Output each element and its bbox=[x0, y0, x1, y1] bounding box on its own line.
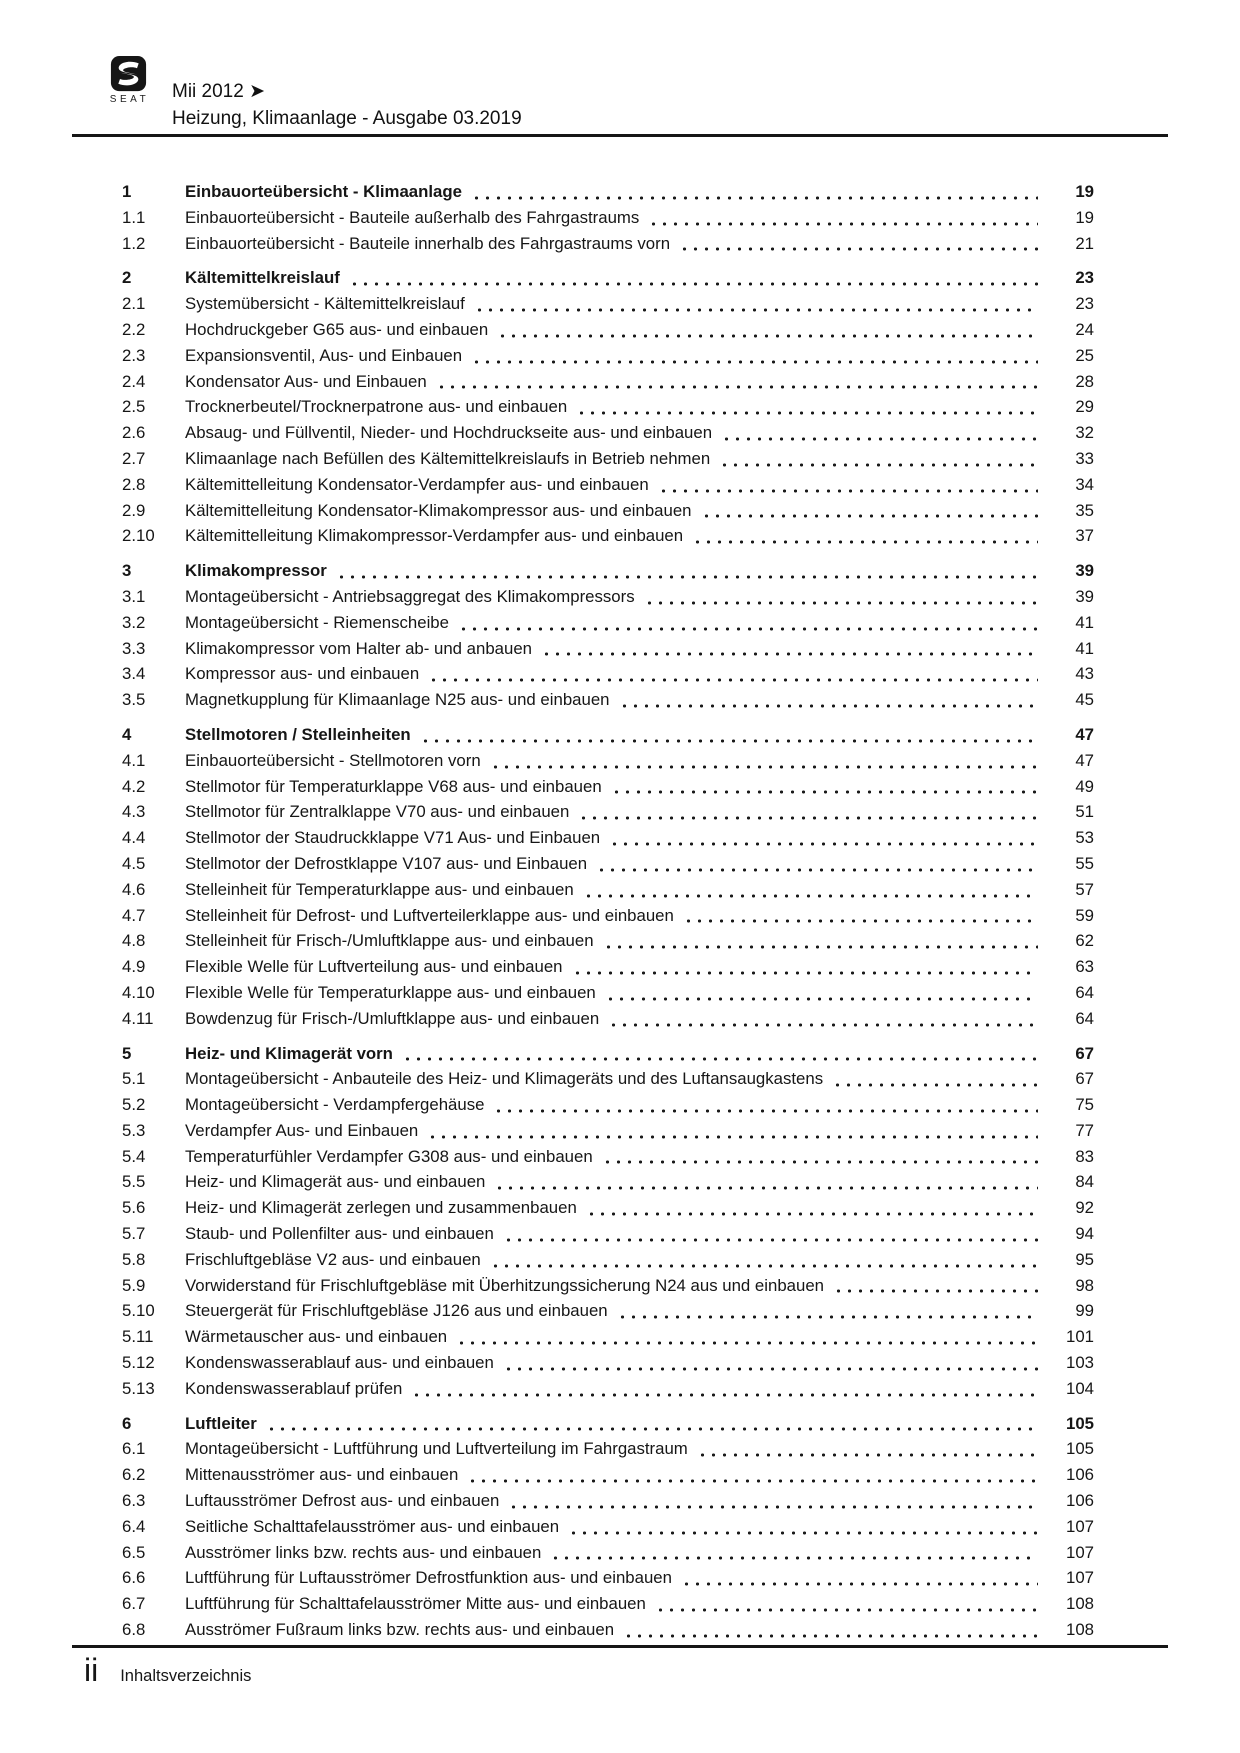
toc-entry-number: 1 bbox=[122, 182, 132, 201]
toc-entry-number: 6.3 bbox=[122, 1491, 146, 1511]
toc-entry-title: Einbauorteübersicht - Klimaanlage bbox=[185, 182, 462, 201]
toc-entry-title: Ausströmer Fußraum links bzw. rechts aus- und einbauen bbox=[185, 1620, 615, 1640]
dot-leader bbox=[503, 1367, 1038, 1371]
toc-entry-number: 5.13 bbox=[122, 1378, 155, 1398]
toc-row bbox=[122, 851, 1094, 877]
toc-entry-number: 1.1 bbox=[122, 207, 146, 227]
toc-row bbox=[122, 1144, 1094, 1170]
toc-entry-title: Luftführung für Luftausströmer Defrostfunktion aus- und einbauen bbox=[185, 1568, 672, 1588]
dot-leader bbox=[623, 1634, 1038, 1638]
toc-row bbox=[122, 472, 1094, 498]
dot-leader bbox=[719, 463, 1038, 467]
toc-row bbox=[122, 1092, 1094, 1118]
toc-entry-page: 41 bbox=[1075, 612, 1094, 632]
toc-entry-page: 105 bbox=[1066, 1439, 1094, 1459]
toc-row bbox=[122, 343, 1094, 369]
toc-entry-title: Heiz- und Klimagerät zerlegen und zusammenbauen bbox=[185, 1198, 577, 1218]
dot-leader bbox=[568, 1531, 1038, 1535]
toc-entry-title: Vorwiderstand für Frischluftgebläse mit Überhitzungssicherung N24 aus und einbauen bbox=[185, 1275, 824, 1295]
dot-leader bbox=[467, 1479, 1038, 1483]
dot-leader bbox=[497, 334, 1038, 338]
toc-row bbox=[122, 903, 1094, 929]
toc-entry-title: Einbauorteübersicht - Stellmotoren vorn bbox=[185, 750, 481, 770]
toc-entry-title: Stellmotoren / Stelleinheiten bbox=[185, 724, 411, 744]
toc-entry-number: 4.10 bbox=[122, 982, 155, 1002]
toc-entry-page: 83 bbox=[1075, 1146, 1094, 1166]
toc-entry-number: 6.5 bbox=[122, 1542, 146, 1562]
dot-leader bbox=[436, 385, 1038, 389]
toc-entry-number: 5.5 bbox=[122, 1172, 146, 1192]
toc-entry-page: 77 bbox=[1075, 1120, 1094, 1140]
toc-entry-page: 99 bbox=[1075, 1301, 1094, 1321]
toc-entry-page: 106 bbox=[1066, 1465, 1094, 1485]
toc-entry-page: 64 bbox=[1075, 982, 1094, 1002]
toc-entry-page: 23 bbox=[1075, 294, 1094, 314]
toc-entry-title: Klimakompressor vom Halter ab- und anbauen bbox=[185, 638, 532, 658]
dot-leader bbox=[586, 1212, 1038, 1216]
toc-entry-page: 19 bbox=[1075, 182, 1094, 201]
dot-leader bbox=[721, 437, 1038, 441]
dot-leader bbox=[679, 247, 1038, 251]
toc-entry-title: Stelleinheit für Frisch-/Umluftklappe aus- und einbauen bbox=[185, 931, 594, 951]
dot-leader bbox=[683, 919, 1038, 923]
toc-row bbox=[122, 1169, 1094, 1195]
toc-entry-page: 67 bbox=[1075, 1043, 1094, 1063]
toc-entry-number: 2.5 bbox=[122, 397, 146, 417]
toc-entry-page: 103 bbox=[1066, 1353, 1094, 1373]
toc-row bbox=[122, 799, 1094, 825]
toc-row bbox=[122, 1006, 1094, 1032]
dot-leader bbox=[550, 1556, 1038, 1560]
dot-leader bbox=[596, 868, 1038, 872]
toc-entry-page: 106 bbox=[1066, 1491, 1094, 1511]
toc-row bbox=[122, 980, 1094, 1006]
dot-leader bbox=[490, 1264, 1038, 1268]
toc-row bbox=[122, 1247, 1094, 1273]
toc-entry-title: Montageübersicht - Luftführung und Luftverteilung im Fahrgastraum bbox=[185, 1439, 688, 1459]
toc-entry-title: Hochdruckgeber G65 aus- und einbauen bbox=[185, 319, 489, 339]
header-divider bbox=[72, 134, 1168, 137]
dot-leader bbox=[471, 360, 1038, 364]
dot-leader bbox=[411, 1393, 1038, 1397]
toc-row bbox=[122, 1324, 1094, 1350]
toc-entry-number: 2.10 bbox=[122, 526, 155, 546]
toc-entry-number: 2.6 bbox=[122, 423, 146, 443]
dot-leader bbox=[611, 790, 1038, 794]
toc-entry-number: 5.4 bbox=[122, 1146, 146, 1166]
toc-entry-number: 2 bbox=[122, 268, 132, 288]
toc-entry-number: 6.6 bbox=[122, 1568, 146, 1588]
toc-entry-title: Ausströmer links bzw. rechts aus- und einbauen bbox=[185, 1542, 542, 1562]
toc-entry-title: Stellmotor für Temperaturklappe V68 aus- und einbauen bbox=[185, 776, 602, 796]
dot-leader bbox=[619, 704, 1039, 708]
toc-entry-page: 55 bbox=[1075, 853, 1094, 873]
dot-leader bbox=[458, 627, 1038, 631]
toc-entry-page: 94 bbox=[1075, 1224, 1094, 1244]
toc-entry-page: 84 bbox=[1075, 1172, 1094, 1192]
toc-entry-title: Expansionsventil, Aus- und Einbauen bbox=[185, 345, 463, 365]
toc-entry-title: Montageübersicht - Verdampfergehäuse bbox=[185, 1095, 485, 1115]
toc-entry-title: Kältemittelkreislauf bbox=[185, 268, 340, 288]
toc-row bbox=[122, 584, 1094, 610]
toc-entry-title: Staub- und Pollenfilter aus- und einbauen bbox=[185, 1224, 494, 1244]
toc-entry-page: 19 bbox=[1075, 207, 1094, 227]
toc-entry-number: 6.1 bbox=[122, 1439, 146, 1459]
toc-row bbox=[122, 661, 1094, 687]
toc-entry-page: 39 bbox=[1075, 586, 1094, 606]
dot-leader bbox=[692, 540, 1038, 544]
toc-entry-number: 3.4 bbox=[122, 664, 146, 684]
toc-entry-number: 5.12 bbox=[122, 1353, 155, 1373]
toc-entry-page: 107 bbox=[1066, 1542, 1094, 1562]
toc-entry-page: 57 bbox=[1075, 879, 1094, 899]
toc-row bbox=[122, 1066, 1094, 1092]
toc-entry-title: Kältemittelleitung Klimakompressor-Verdampfer aus- und einbauen bbox=[185, 526, 684, 546]
toc-entry-number: 3.3 bbox=[122, 638, 146, 658]
toc-entry-number: 5.9 bbox=[122, 1275, 146, 1295]
dot-leader bbox=[833, 1289, 1038, 1293]
toc-entry-number: 4.5 bbox=[122, 853, 146, 873]
toc-entry-page: 45 bbox=[1075, 690, 1094, 710]
toc-entry-title: Absaug- und Füllventil, Nieder- und Hochdruckseite aus- und einbauen bbox=[185, 423, 713, 443]
toc-row bbox=[122, 317, 1094, 343]
toc-entry-title: Stelleinheit für Defrost- und Luftverteilerklappe aus- und einbauen bbox=[185, 905, 674, 925]
dot-leader bbox=[471, 196, 1038, 200]
toc bbox=[122, 170, 1094, 1643]
toc-row bbox=[122, 1350, 1094, 1376]
toc-entry-number: 6.7 bbox=[122, 1594, 146, 1614]
toc-row bbox=[122, 1221, 1094, 1247]
toc-row bbox=[122, 265, 1094, 291]
toc-row bbox=[122, 179, 1094, 205]
toc-entry-page: 75 bbox=[1075, 1095, 1094, 1115]
toc-row bbox=[122, 748, 1094, 774]
toc-entry-number: 6.8 bbox=[122, 1620, 146, 1640]
toc-entry-page: 95 bbox=[1075, 1249, 1094, 1269]
toc-row bbox=[122, 687, 1094, 713]
toc-entry-number: 6.2 bbox=[122, 1465, 146, 1485]
model-title: Mii 2012 ➤ bbox=[172, 81, 266, 102]
toc-entry-title: Montageübersicht - Riemenscheibe bbox=[185, 612, 449, 632]
toc-row bbox=[122, 1591, 1094, 1617]
toc-entry-number: 2.2 bbox=[122, 319, 146, 339]
toc-row bbox=[122, 1514, 1094, 1540]
toc-row bbox=[122, 928, 1094, 954]
toc-entry-number: 2.3 bbox=[122, 345, 146, 365]
toc-entry-page: 104 bbox=[1066, 1378, 1094, 1398]
toc-entry-number: 3.1 bbox=[122, 586, 146, 606]
toc-entry-title: Montageübersicht - Antriebsaggregat des Klimakompressors bbox=[185, 586, 635, 606]
toc-entry-title: Flexible Welle für Temperaturklappe aus- und einbauen bbox=[185, 982, 596, 1002]
dot-leader bbox=[583, 894, 1038, 898]
toc-row bbox=[122, 1617, 1094, 1643]
dot-leader bbox=[658, 489, 1038, 493]
page-footer bbox=[84, 1648, 251, 1692]
toc-entry-number: 4.6 bbox=[122, 879, 146, 899]
toc-row bbox=[122, 1436, 1094, 1462]
toc-entry-page: 43 bbox=[1075, 664, 1094, 684]
toc-entry-title: Kondenswasserablauf aus- und einbauen bbox=[185, 1353, 494, 1373]
toc-entry-title: Bowdenzug für Frisch-/Umluftklappe aus- und einbauen bbox=[185, 1008, 600, 1028]
toc-entry-page: 108 bbox=[1066, 1594, 1094, 1614]
toc-entry-title: Mittenausströmer aus- und einbauen bbox=[185, 1465, 459, 1485]
toc-entry-title: Verdampfer Aus- und Einbauen bbox=[185, 1120, 419, 1140]
dot-leader bbox=[681, 1582, 1038, 1586]
toc-entry-title: Stelleinheit für Temperaturklappe aus- und einbauen bbox=[185, 879, 574, 899]
page-header bbox=[100, 56, 522, 132]
toc-entry-title: Luftausströmer Defrost aus- und einbauen bbox=[185, 1491, 500, 1511]
toc-row bbox=[122, 291, 1094, 317]
toc-entry-page: 35 bbox=[1075, 500, 1094, 520]
toc-entry-page: 32 bbox=[1075, 423, 1094, 443]
dot-leader bbox=[266, 1427, 1038, 1431]
toc-entry-page: 34 bbox=[1075, 474, 1094, 494]
dot-leader bbox=[832, 1083, 1038, 1087]
toc-entry-number: 5 bbox=[122, 1043, 132, 1063]
toc-entry-number: 1.2 bbox=[122, 233, 146, 253]
dot-leader bbox=[428, 678, 1038, 682]
toc-row bbox=[122, 774, 1094, 800]
toc-entry-title: Flexible Welle für Luftverteilung aus- und einbauen bbox=[185, 957, 563, 977]
footer-label: Inhaltsverzeichnis bbox=[120, 1667, 252, 1685]
dot-leader bbox=[655, 1608, 1038, 1612]
toc-entry-number: 4.8 bbox=[122, 931, 146, 951]
dot-leader bbox=[576, 411, 1038, 415]
toc-row bbox=[122, 1273, 1094, 1299]
toc-entry-page: 39 bbox=[1075, 561, 1094, 581]
dot-leader bbox=[541, 652, 1038, 656]
toc-entry-page: 53 bbox=[1075, 828, 1094, 848]
toc-entry-title: Wärmetauscher aus- und einbauen bbox=[185, 1327, 448, 1347]
toc-entry-page: 59 bbox=[1075, 905, 1094, 925]
toc-row bbox=[122, 1298, 1094, 1324]
toc-row bbox=[122, 1488, 1094, 1514]
toc-entry-title: Seitliche Schalttafelausströmer aus- und einbauen bbox=[185, 1516, 560, 1536]
toc-row bbox=[122, 877, 1094, 903]
toc-entry-page: 28 bbox=[1075, 371, 1094, 391]
toc-entry-page: 108 bbox=[1066, 1620, 1094, 1640]
toc-entry-number: 4.1 bbox=[122, 750, 146, 770]
toc-row bbox=[122, 1540, 1094, 1566]
dot-leader bbox=[494, 1186, 1038, 1190]
toc-entry-page: 107 bbox=[1066, 1516, 1094, 1536]
toc-entry-page: 92 bbox=[1075, 1198, 1094, 1218]
toc-entry-page: 33 bbox=[1075, 448, 1094, 468]
page-number: ii bbox=[84, 1652, 99, 1688]
toc-entry-number: 5.3 bbox=[122, 1120, 146, 1140]
dot-leader bbox=[349, 282, 1038, 286]
dot-leader bbox=[603, 945, 1038, 949]
dot-leader bbox=[644, 601, 1038, 605]
toc-entry-number: 5.6 bbox=[122, 1198, 146, 1218]
toc-entry-title: Stellmotor der Defrostklappe V107 aus- und Einbauen bbox=[185, 853, 588, 873]
toc-row bbox=[122, 1195, 1094, 1221]
toc-entry-number: 5.2 bbox=[122, 1095, 146, 1115]
toc-entry-title: Steuergerät für Frischluftgebläse J126 aus und einbauen bbox=[185, 1301, 608, 1321]
toc-row bbox=[122, 231, 1094, 257]
toc-entry-title: Kältemittelleitung Kondensator-Klimakompressor aus- und einbauen bbox=[185, 500, 692, 520]
toc-entry-number: 4.9 bbox=[122, 957, 146, 977]
toc-entry-page: 107 bbox=[1066, 1568, 1094, 1588]
document-title: Heizung, Klimaanlage - Ausgabe 03.2019 bbox=[172, 108, 522, 129]
seat-logo-text: SEAT bbox=[109, 94, 150, 105]
toc-entry-page: 41 bbox=[1075, 638, 1094, 658]
toc-entry-title: Heiz- und Klimagerät aus- und einbauen bbox=[185, 1172, 486, 1192]
dot-leader bbox=[701, 514, 1038, 518]
toc-entry-page: 105 bbox=[1066, 1413, 1094, 1433]
toc-entry-title: Magnetkupplung für Klimaanlage N25 aus- und einbauen bbox=[185, 690, 610, 710]
toc-row bbox=[122, 205, 1094, 231]
toc-entry-number: 5.10 bbox=[122, 1301, 155, 1321]
toc-row bbox=[122, 420, 1094, 446]
toc-entry-number: 6.4 bbox=[122, 1516, 146, 1536]
toc-entry-page: 25 bbox=[1075, 345, 1094, 365]
toc-entry-number: 4.4 bbox=[122, 828, 146, 848]
toc-entry-title: Stellmotor für Zentralklappe V70 aus- und einbauen bbox=[185, 802, 570, 822]
dot-leader bbox=[402, 1057, 1038, 1061]
dot-leader bbox=[578, 816, 1038, 820]
toc-entry-title: Temperaturfühler Verdampfer G308 aus- und einbauen bbox=[185, 1146, 593, 1166]
toc-entry-number: 5.11 bbox=[122, 1327, 154, 1347]
dot-leader bbox=[508, 1505, 1038, 1509]
toc-row bbox=[122, 498, 1094, 524]
header-titles bbox=[172, 56, 522, 132]
toc-entry-title: Systemübersicht - Kältemittelkreislauf bbox=[185, 294, 465, 314]
dot-leader bbox=[456, 1341, 1038, 1345]
toc-entry-number: 5.8 bbox=[122, 1249, 146, 1269]
toc-entry-number: 4 bbox=[122, 724, 132, 744]
toc-entry-number: 4.7 bbox=[122, 905, 146, 925]
toc-entry-title: Klimakompressor bbox=[185, 561, 327, 581]
dot-leader bbox=[420, 739, 1038, 743]
toc-entry-page: 47 bbox=[1075, 750, 1094, 770]
dot-leader bbox=[572, 971, 1039, 975]
toc-entry-page: 21 bbox=[1075, 233, 1094, 253]
toc-entry-number: 3.5 bbox=[122, 690, 146, 710]
dot-leader bbox=[474, 308, 1038, 312]
toc-row bbox=[122, 610, 1094, 636]
toc-entry-title: Klimaanlage nach Befüllen des Kältemittelkreislaufs in Betrieb nehmen bbox=[185, 448, 711, 468]
dot-leader bbox=[608, 1023, 1038, 1027]
dot-leader bbox=[490, 765, 1038, 769]
toc-row bbox=[122, 1462, 1094, 1488]
toc-entry-number: 5.1 bbox=[122, 1069, 146, 1089]
toc-entry-number: 4.3 bbox=[122, 802, 146, 822]
toc-row bbox=[122, 446, 1094, 472]
toc-row bbox=[122, 825, 1094, 851]
dot-leader bbox=[602, 1160, 1038, 1164]
toc-entry-page: 62 bbox=[1075, 931, 1094, 951]
toc-entry-title: Heiz- und Klimagerät vorn bbox=[185, 1043, 393, 1063]
toc-row bbox=[122, 558, 1094, 584]
dot-leader bbox=[609, 842, 1038, 846]
toc-entry-number: 4.2 bbox=[122, 776, 146, 796]
toc-entry-page: 51 bbox=[1075, 802, 1094, 822]
toc-row bbox=[122, 1565, 1094, 1591]
toc-entry-page: 49 bbox=[1075, 776, 1094, 796]
toc-entry-page: 67 bbox=[1075, 1069, 1094, 1089]
toc-entry-page: 24 bbox=[1075, 319, 1094, 339]
toc-entry-title: Einbauorteübersicht - Bauteile innerhalb des Fahrgastraums vorn bbox=[185, 233, 671, 253]
toc-entry-number: 2.1 bbox=[122, 294, 146, 314]
toc-entry-title: Kondenswasserablauf prüfen bbox=[185, 1378, 403, 1398]
seat-s-icon bbox=[110, 56, 147, 93]
dot-leader bbox=[605, 997, 1038, 1001]
toc-entry-title: Kondensator Aus- und Einbauen bbox=[185, 371, 427, 391]
dot-leader bbox=[503, 1238, 1038, 1242]
toc-entry-number: 2.9 bbox=[122, 500, 146, 520]
toc-entry-page: 37 bbox=[1075, 526, 1094, 546]
dot-leader bbox=[617, 1315, 1038, 1319]
dot-leader bbox=[493, 1109, 1038, 1113]
toc-row bbox=[122, 1411, 1094, 1437]
toc-row bbox=[122, 369, 1094, 395]
toc-entry-page: 98 bbox=[1075, 1275, 1094, 1295]
toc-entry-number: 3 bbox=[122, 561, 132, 581]
toc-entry-title: Luftleiter bbox=[185, 1413, 257, 1433]
toc-entry-title: Einbauorteübersicht - Bauteile außerhalb des Fahrgastraums bbox=[185, 207, 640, 227]
toc-row bbox=[122, 722, 1094, 748]
toc-entry-page: 23 bbox=[1075, 268, 1094, 288]
toc-entry-page: 29 bbox=[1075, 397, 1094, 417]
toc-row bbox=[122, 523, 1094, 549]
toc-entry-number: 6 bbox=[122, 1413, 132, 1433]
toc-row bbox=[122, 1376, 1094, 1402]
seat-logo bbox=[100, 56, 156, 105]
toc-row bbox=[122, 394, 1094, 420]
toc-row bbox=[122, 1118, 1094, 1144]
toc-entry-title: Trocknerbeutel/Trocknerpatrone aus- und einbauen bbox=[185, 397, 568, 417]
toc-entry-page: 63 bbox=[1075, 957, 1094, 977]
toc-entry-title: Montageübersicht - Anbauteile des Heiz- und Klimageräts und des Luftansaugkastens bbox=[185, 1069, 824, 1089]
toc-row bbox=[122, 1041, 1094, 1067]
toc-entry-page: 47 bbox=[1075, 724, 1094, 744]
toc-entry-number: 2.4 bbox=[122, 371, 146, 391]
toc-entry-number: 3.2 bbox=[122, 612, 146, 632]
dot-leader bbox=[427, 1135, 1038, 1139]
dot-leader bbox=[336, 575, 1038, 579]
dot-leader bbox=[697, 1453, 1038, 1457]
toc-entry-title: Stellmotor der Staudruckklappe V71 Aus- und Einbauen bbox=[185, 828, 601, 848]
toc-entry-page: 101 bbox=[1066, 1327, 1094, 1347]
toc-entry-number: 2.8 bbox=[122, 474, 146, 494]
toc-entry-number: 2.7 bbox=[122, 448, 146, 468]
toc-entry-page: 64 bbox=[1075, 1008, 1094, 1028]
toc-entry-number: 4.11 bbox=[122, 1008, 154, 1028]
toc-entry-title: Luftführung für Schalttafelausströmer Mitte aus- und einbauen bbox=[185, 1594, 646, 1614]
dot-leader bbox=[648, 222, 1038, 226]
toc-entry-number: 5.7 bbox=[122, 1224, 146, 1244]
toc-row bbox=[122, 954, 1094, 980]
toc-entry-title: Frischluftgebläse V2 aus- und einbauen bbox=[185, 1249, 481, 1269]
toc-entry-title: Kompressor aus- und einbauen bbox=[185, 664, 420, 684]
toc-row bbox=[122, 636, 1094, 662]
toc-entry-title: Kältemittelleitung Kondensator-Verdampfer aus- und einbauen bbox=[185, 474, 649, 494]
